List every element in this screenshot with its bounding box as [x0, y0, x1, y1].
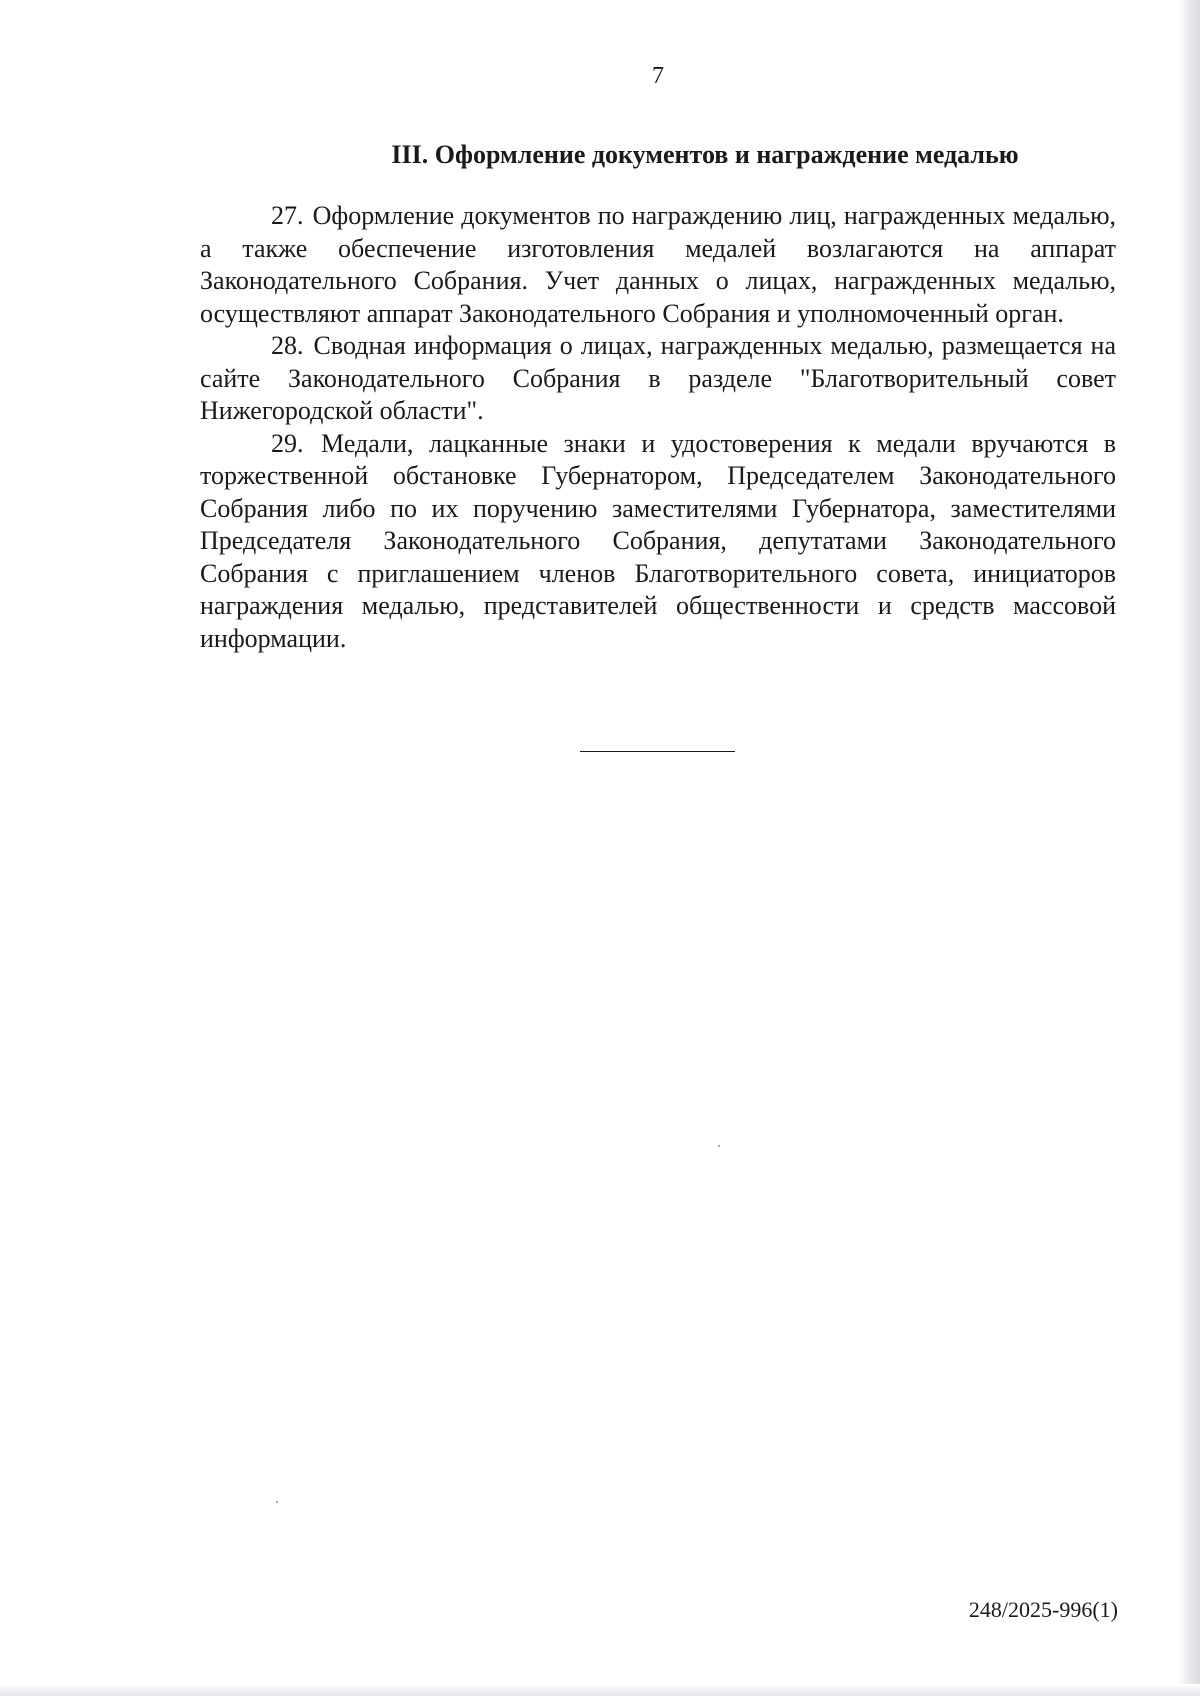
- page-number: 7: [652, 63, 664, 89]
- paragraph-text: Оформление документов по награждению лиц, награжденных медалью, а также обеспечение изготовления медалей возлагаются на аппарат Законодательного Собрания. Учет данных о лицах, награжденных медалью, осуществляют аппарат Законодательного Собрания и уполномоченный орган.: [200, 201, 1116, 328]
- scan-speck: [718, 1145, 720, 1147]
- scan-speck: [276, 1501, 278, 1503]
- paragraph-number: 28.: [271, 331, 304, 360]
- paragraph-number: 29.: [271, 428, 304, 458]
- paragraph-29: [200, 428, 1116, 656]
- scan-edge-bottom: [0, 1684, 1200, 1696]
- document-reference-number: 248/2025-996(1): [968, 1597, 1118, 1622]
- paragraph-27: [200, 200, 1116, 330]
- paragraph-text: Медали, лацканные знаки и удостоверения к медали вручаются в торжественной обстановке Губернатором, Председателем Законодательного Собрания либо по их поручению заместителями Губернатора, заместителями Председателя Законодательного Собрания, депутатами Законодательного Собрания с приглашением членов Благотворительного совета, инициаторов награждения медалью, представителей общественности и средств массовой информации.: [200, 428, 1116, 653]
- scan-edge-right: [1178, 0, 1200, 1696]
- end-of-text-rule: [580, 751, 735, 752]
- paragraph-text: Сводная информация о лицах, награжденных медалью, размещается на сайте Законодательного Собрания в разделе "Благотворительный совет Нижегородской области".: [200, 331, 1117, 425]
- document-body: [200, 200, 1116, 655]
- paragraph-number: 27.: [271, 201, 304, 230]
- paragraph-28: [200, 330, 1116, 428]
- section-title: III. Оформление документов и награждение медалью: [391, 140, 1019, 169]
